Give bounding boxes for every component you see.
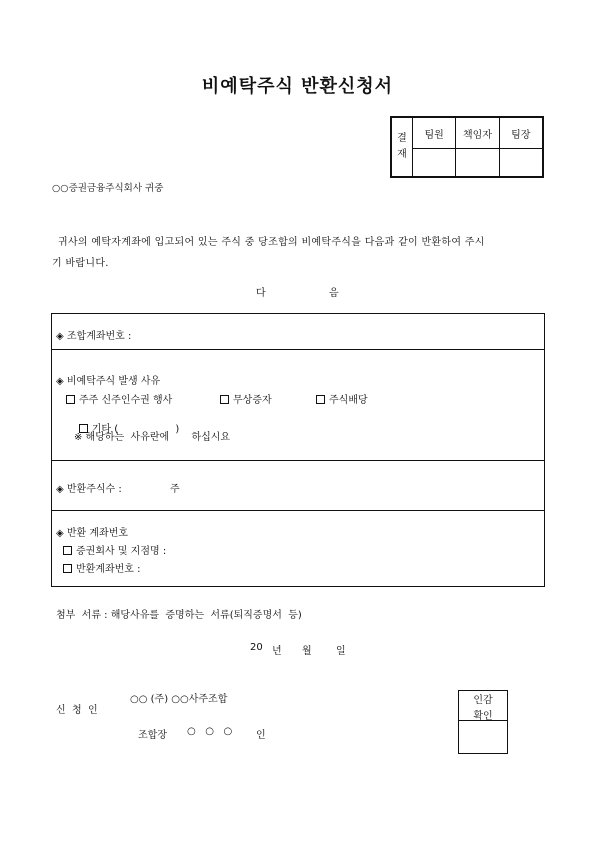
union-account-field[interactable]	[172, 322, 532, 344]
return-account-number-line[interactable]	[63, 560, 141, 575]
securities-branch-label: 증권회사 및 지점명 :	[76, 546, 167, 557]
reason-option-bonus-label: 무상증자	[233, 395, 272, 406]
approval-sign-staff[interactable]	[413, 149, 456, 177]
seal-divider	[459, 720, 507, 721]
checkbox[interactable]	[220, 395, 229, 404]
approval-side-label	[392, 118, 413, 177]
addressee: ○○증권금융주식회사 귀중	[52, 183, 164, 194]
return-account-label: ◈ 반환 계좌번호	[56, 528, 129, 539]
return-shares-field[interactable]	[132, 474, 166, 494]
date-day-unit: 일	[336, 646, 346, 657]
chief-label: 조합장	[138, 730, 167, 741]
reason-label: ◈ 비예탁주식 발생 사유	[56, 376, 161, 387]
approval-table	[390, 116, 544, 178]
chief-seal-mark: 인	[256, 730, 266, 741]
return-shares-unit: 주	[170, 484, 180, 495]
return-shares-label: ◈ 반환주식수 :	[56, 484, 122, 495]
chief-name: ○ ○ ○	[187, 726, 233, 737]
paragraph-line-2: 기 바랍니다.	[52, 258, 109, 269]
details-box	[51, 313, 545, 587]
divider	[52, 349, 544, 350]
union-account-label: ◈ 조합계좌번호 :	[56, 331, 132, 342]
approval-col-team-lead: 팀장	[499, 118, 542, 149]
seal-line-1: 인감	[473, 695, 493, 706]
approval-side-label-2: 재	[397, 149, 407, 160]
reason-option-dividend-label: 주식배당	[329, 395, 368, 406]
reason-option-dividend[interactable]	[316, 391, 368, 406]
date-year-unit: 년	[272, 646, 282, 657]
request-paragraph	[52, 232, 544, 274]
eum-label: 음	[329, 288, 339, 299]
reason-option-bonus[interactable]	[220, 391, 272, 406]
reason-option-other-label: 기타 ( )	[91, 424, 180, 435]
approval-col-manager: 책임자	[456, 118, 499, 149]
checkbox[interactable]	[316, 395, 325, 404]
seal-confirm-box[interactable]	[458, 690, 508, 754]
reason-option-rights[interactable]	[66, 391, 172, 406]
securities-branch-line[interactable]	[63, 542, 166, 557]
approval-col-staff: 팀원	[413, 118, 456, 149]
union-name: ○○ (주) ○○사주조합	[130, 694, 228, 705]
paragraph-line-1: 귀사의 예탁자계좌에 입고되어 있는 주식 중 당조합의 비예탁주식을 다음과 같이 반환하여 주시	[58, 237, 485, 248]
date-month-unit: 월	[302, 646, 312, 657]
da-label: 다	[256, 288, 266, 299]
divider	[52, 460, 544, 461]
checkbox[interactable]	[63, 546, 72, 555]
seal-line-2: 확인	[473, 711, 493, 722]
applicant-label: 신 청 인	[56, 705, 98, 716]
divider	[52, 510, 544, 511]
approval-side-label-1: 결	[397, 133, 407, 144]
reason-note: ※ 해당하는 사유란에 하십시요	[74, 432, 231, 443]
document-title: 비예탁주식 반환신청서	[201, 76, 394, 97]
checkbox[interactable]	[66, 395, 75, 404]
reason-option-rights-label: 주주 신주인수권 행사	[79, 395, 173, 406]
approval-sign-team-lead[interactable]	[499, 149, 542, 177]
return-account-number-label: 반환계좌번호 :	[76, 564, 141, 575]
approval-sign-manager[interactable]	[456, 149, 499, 177]
date-year: 20	[250, 642, 263, 653]
attachment-note: 첨부 서류 : 해당사유를 증명하는 서류(퇴직증명서 등)	[56, 610, 302, 621]
checkbox[interactable]	[63, 564, 72, 573]
